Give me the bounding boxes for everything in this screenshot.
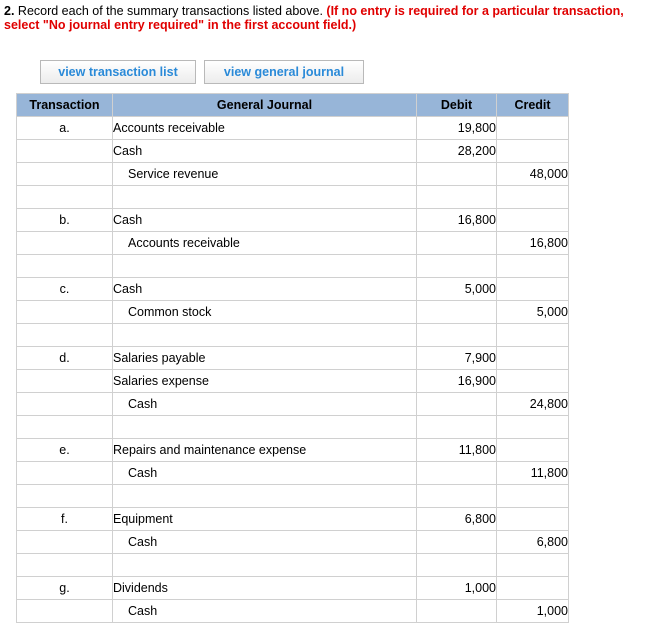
transaction-label: c. [17,278,113,301]
transaction-label [17,186,113,209]
credit-field[interactable]: 24,800 [497,393,569,416]
credit-field[interactable] [497,324,569,347]
debit-field[interactable] [417,416,497,439]
account-name: Salaries expense [113,374,209,388]
account-field[interactable] [113,508,417,531]
table-row [17,439,569,462]
transaction-label: a. [17,117,113,140]
table-row [17,554,569,577]
header-debit: Debit [417,94,497,117]
account-field[interactable] [113,232,417,255]
transaction-label [17,600,113,623]
debit-field[interactable] [417,301,497,324]
debit-field[interactable]: 16,800 [417,209,497,232]
debit-field[interactable]: 28,200 [417,140,497,163]
account-field[interactable] [113,209,417,232]
debit-field[interactable]: 5,000 [417,278,497,301]
debit-field[interactable] [417,324,497,347]
table-row [17,232,569,255]
credit-field[interactable]: 1,000 [497,600,569,623]
account-field[interactable] [113,485,417,508]
transaction-label [17,255,113,278]
header-general-journal: General Journal [113,94,417,117]
credit-field[interactable] [497,117,569,140]
table-row [17,462,569,485]
transaction-label [17,370,113,393]
table-row [17,163,569,186]
table-row [17,508,569,531]
account-field[interactable] [113,577,417,600]
debit-field[interactable] [417,462,497,485]
account-field[interactable] [113,554,417,577]
account-name: Cash [113,144,143,158]
credit-field[interactable]: 48,000 [497,163,569,186]
transaction-label: f. [17,508,113,531]
account-field[interactable] [113,416,417,439]
transaction-label [17,554,113,577]
transaction-label: g. [17,577,113,600]
account-name: Accounts receivable [113,121,225,135]
credit-field[interactable] [497,508,569,531]
transaction-label: e. [17,439,113,462]
debit-field[interactable] [417,531,497,554]
debit-field[interactable]: 6,800 [417,508,497,531]
table-row [17,577,569,600]
question-instruction: (If no entry is required for a particular transaction, select "No journal entry required" in the first account field.) [4,4,624,32]
debit-field[interactable] [417,255,497,278]
credit-field[interactable] [497,140,569,163]
account-field[interactable] [113,117,417,140]
credit-field[interactable] [497,370,569,393]
table-row [17,347,569,370]
table-header-row [17,94,569,117]
account-field[interactable] [113,163,417,186]
table-row [17,209,569,232]
table-row [17,393,569,416]
account-name: Service revenue [128,167,219,181]
question-prompt: Record each of the summary transactions listed above. [14,4,327,18]
debit-field[interactable]: 19,800 [417,117,497,140]
credit-field[interactable]: 6,800 [497,531,569,554]
table-row [17,186,569,209]
general-journal-table [16,93,569,623]
account-field[interactable] [113,393,417,416]
transaction-label: d. [17,347,113,370]
credit-field[interactable] [497,577,569,600]
credit-field[interactable]: 11,800 [497,462,569,485]
credit-field[interactable] [497,278,569,301]
transaction-label [17,531,113,554]
account-field[interactable] [113,324,417,347]
question-text [4,4,640,32]
debit-field[interactable] [417,232,497,255]
credit-field[interactable] [497,186,569,209]
header-transaction: Transaction [17,94,113,117]
table-row [17,416,569,439]
table-row [17,117,569,140]
transaction-label [17,324,113,347]
view-general-journal-button[interactable]: view general journal [204,60,364,84]
account-field[interactable] [113,255,417,278]
account-name: Salaries payable [113,351,206,365]
table-row [17,278,569,301]
credit-field[interactable]: 16,800 [497,232,569,255]
table-row [17,370,569,393]
account-name: Cash [128,397,158,411]
transaction-label [17,232,113,255]
transaction-label [17,140,113,163]
debit-field[interactable] [417,393,497,416]
credit-field[interactable] [497,347,569,370]
table-row [17,301,569,324]
account-name: Repairs and maintenance expense [113,443,307,457]
credit-field[interactable] [497,554,569,577]
account-name: Equipment [113,512,173,526]
transaction-label [17,416,113,439]
account-field[interactable] [113,278,417,301]
account-name: Cash [113,282,143,296]
debit-field[interactable]: 1,000 [417,577,497,600]
debit-field[interactable] [417,554,497,577]
account-field[interactable] [113,186,417,209]
transaction-label [17,462,113,485]
credit-field[interactable] [497,439,569,462]
account-field[interactable] [113,140,417,163]
account-field[interactable] [113,531,417,554]
table-row [17,531,569,554]
transaction-label [17,301,113,324]
credit-field[interactable] [497,485,569,508]
account-name: Cash [113,213,143,227]
transaction-label: b. [17,209,113,232]
account-name: Dividends [113,581,168,595]
account-field[interactable] [113,462,417,485]
credit-field[interactable]: 5,000 [497,301,569,324]
debit-field[interactable]: 11,800 [417,439,497,462]
debit-field[interactable] [417,485,497,508]
debit-field[interactable]: 7,900 [417,347,497,370]
account-name: Cash [128,535,158,549]
account-field[interactable] [113,439,417,462]
table-row [17,255,569,278]
account-name: Cash [128,466,158,480]
account-name: Cash [128,604,158,618]
journal-body [17,117,569,623]
credit-field[interactable] [497,416,569,439]
account-field[interactable] [113,301,417,324]
table-row [17,324,569,347]
table-row [17,485,569,508]
debit-field[interactable] [417,163,497,186]
view-transaction-list-button[interactable]: view transaction list [40,60,196,84]
account-name: Accounts receivable [128,236,240,250]
debit-field[interactable]: 16,900 [417,370,497,393]
account-field[interactable] [113,347,417,370]
credit-field[interactable] [497,209,569,232]
account-field[interactable] [113,370,417,393]
table-row [17,600,569,623]
table-row [17,140,569,163]
header-credit: Credit [497,94,569,117]
account-field[interactable] [113,600,417,623]
debit-field[interactable] [417,186,497,209]
transaction-label [17,485,113,508]
transaction-label [17,163,113,186]
transaction-label [17,393,113,416]
question-number: 2. [4,4,15,18]
credit-field[interactable] [497,255,569,278]
account-name: Common stock [128,305,212,319]
debit-field[interactable] [417,600,497,623]
